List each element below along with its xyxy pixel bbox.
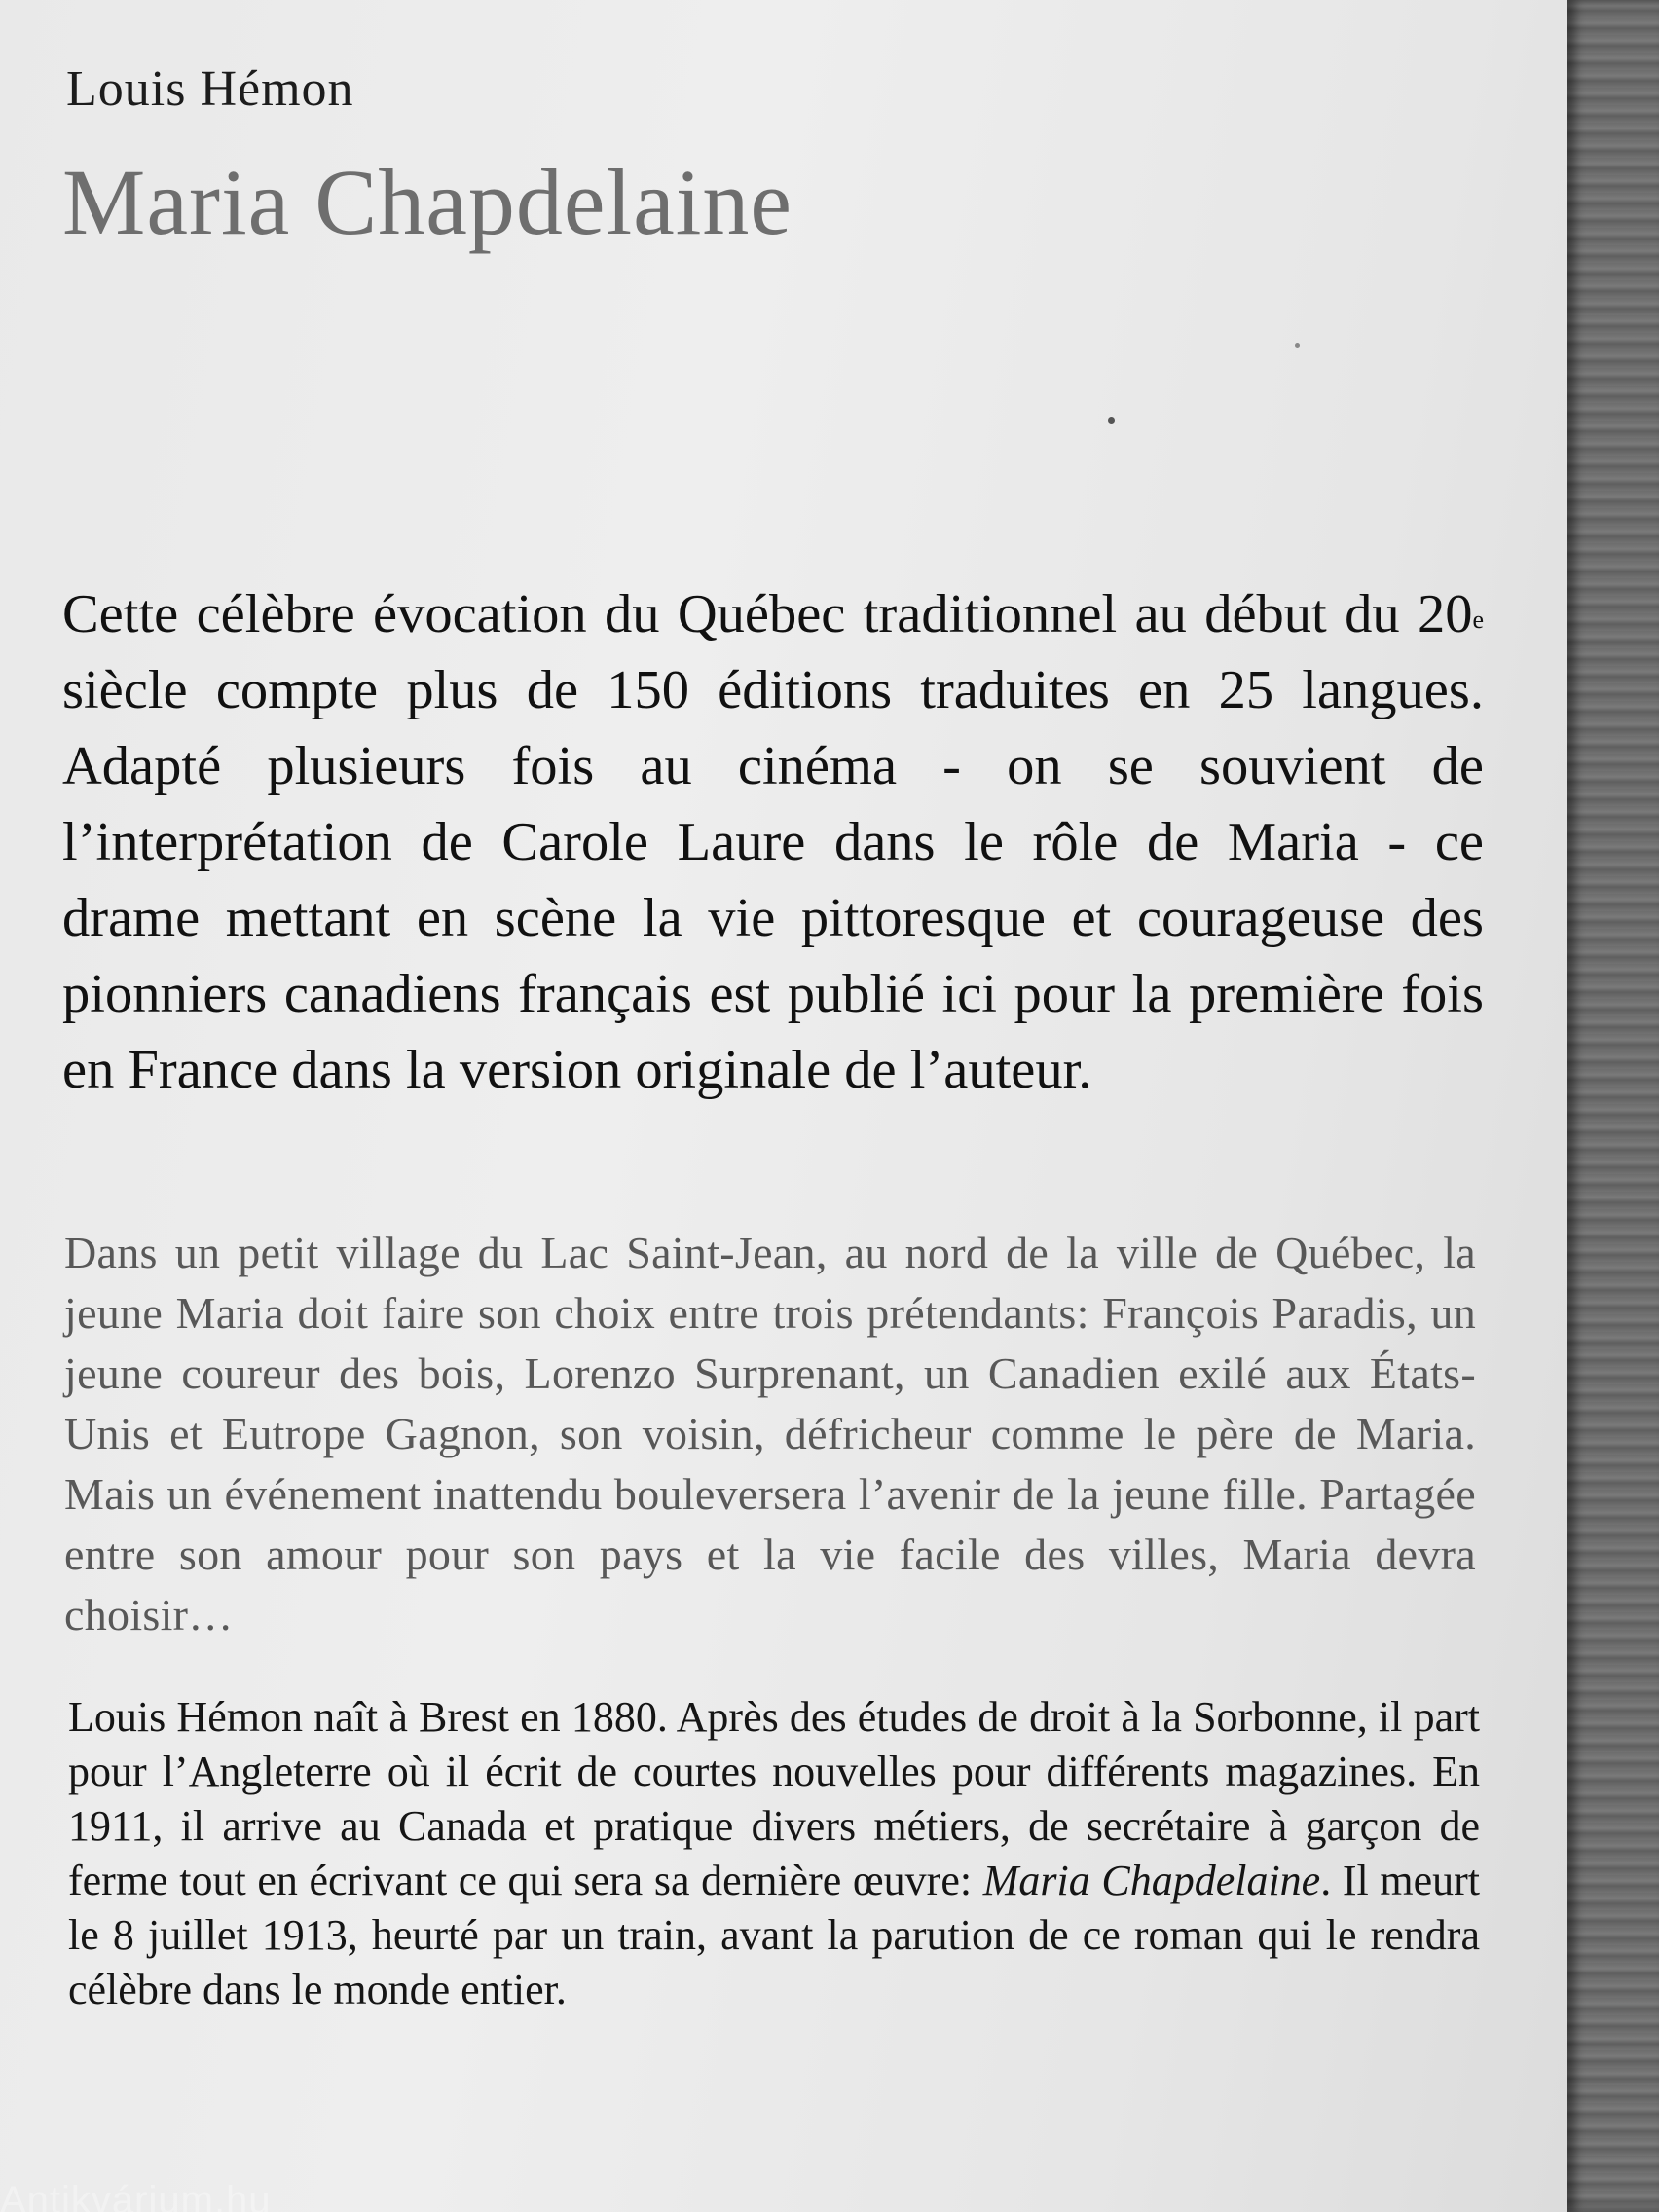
book-author: Louis Hémon xyxy=(66,61,354,117)
book-title: Maria Chapdelaine xyxy=(62,150,793,254)
watermark: Antikvárium.hu xyxy=(0,2179,272,2212)
lead-superscript: e xyxy=(1472,606,1484,634)
synopsis-paragraph xyxy=(64,1223,1476,1645)
paper-speck xyxy=(1108,417,1115,424)
lead-paragraph xyxy=(62,576,1484,1108)
biography-paragraph xyxy=(68,1690,1480,2017)
lead-text-end: siècle compte plus de 150 éditions traduites en 25 langues. Adapté plusieurs fois au cinéma - on se souvient de l’interprétation de Carole Laure dans le rôle de Maria - ce drame mettant en scène la vie pittoresque et courageuse des pionniers canadiens français est publié ici pour la première fois en France dans la version originale de l’auteur. xyxy=(62,660,1484,1100)
biography-work-title: Maria Chapdelaine xyxy=(982,1857,1321,1904)
synopsis-text: Dans un petit village du Lac Saint-Jean, au nord de la ville de Québec, la jeune Maria doit faire son choix entre trois prétendants: François Paradis, un jeune coureur des bois, Lorenzo Surprenant, un Canadien exilé aux États-Unis et Eutrope Gagnon, son voisin, défricheur comme le père de Maria. Mais un événement inattendu bouleversera l’avenir de la jeune fille. Partagée entre son amour pour son pays et la vie facile des villes, Maria devra choisir… xyxy=(64,1228,1476,1640)
book-spine-edge xyxy=(1567,0,1659,2212)
paper-speck xyxy=(1295,343,1300,348)
biography-text-start: Louis Hémon naît à Brest en 1880. Après des études de droit à la Sorbonne, il part pour l’Angleterre où il écrit de courtes nouvelles pour différents magazines. En 1911, il arrive au Canada et pratique divers métiers, de secrétaire à garçon de ferme tout en écrivant ce qui sera sa dernière œuvre: xyxy=(68,1693,1480,1904)
biography-text-end: . Il meurt le 8 juillet 1913, heurté par un train, avant la parution de ce roman qui le rendra célèbre dans le monde entier. xyxy=(68,1857,1481,2013)
lead-text-start: Cette célèbre évocation du Québec traditionnel au début du 20 xyxy=(62,584,1473,645)
